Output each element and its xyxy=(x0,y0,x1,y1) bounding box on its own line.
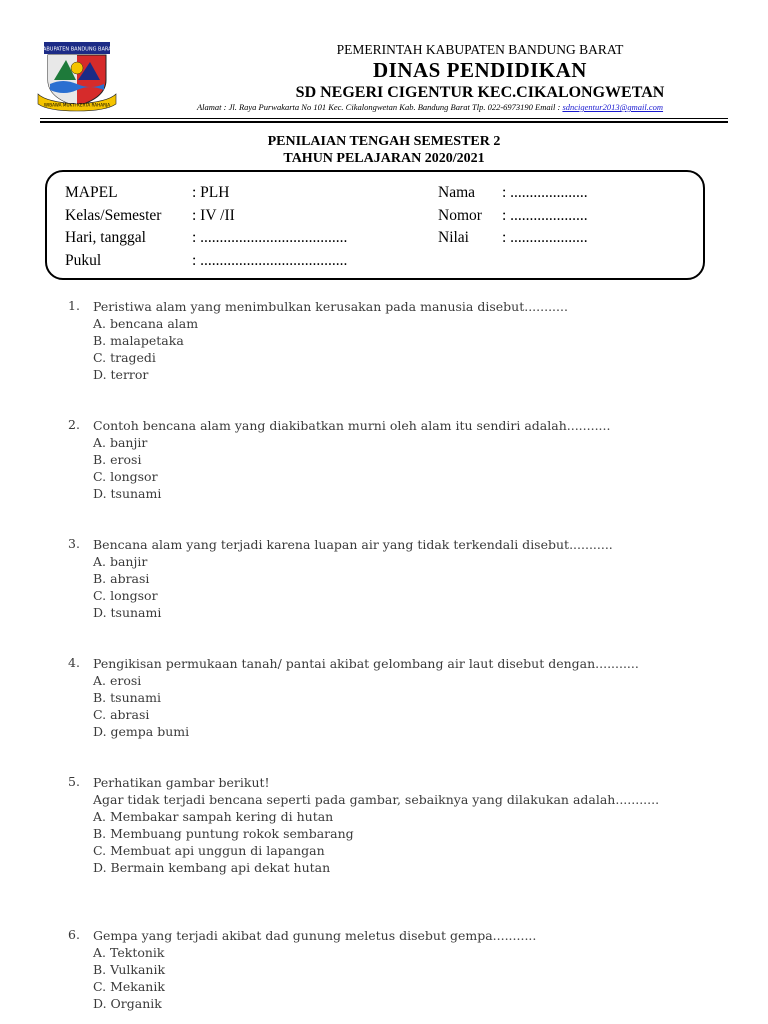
school-year: TAHUN PELAJARAN 2020/2021 xyxy=(283,151,485,166)
answer-option[interactable]: A. bencana alam xyxy=(93,316,199,331)
nomor-field[interactable]: : .................... xyxy=(502,207,588,224)
pukul-label: Pukul xyxy=(65,252,102,269)
question-text: Peristiwa alam yang menimbulkan kerusakan pada manusia disebut........... xyxy=(93,299,568,314)
exam-title: PENILAIAN TENGAH SEMESTER 2 xyxy=(267,134,501,149)
email-link[interactable]: sdncigentur2013@gmail.com xyxy=(562,102,664,112)
question-item xyxy=(68,927,748,1012)
school-address xyxy=(120,102,740,112)
address-text: Alamat : Jl. Raya Purwakarta No 101 Kec. Cikalongwetan Kab. Bandung Barat Tlp. 022-6973190 Email : xyxy=(196,102,563,112)
question-number: 3. xyxy=(68,536,80,551)
question-number: 2. xyxy=(68,417,80,432)
nilai-field[interactable]: : .................... xyxy=(502,229,588,246)
header-divider-thick xyxy=(40,121,728,123)
mapel-label: MAPEL xyxy=(65,184,118,201)
question-text: Perhatikan gambar berikut! xyxy=(93,775,270,790)
answer-option[interactable]: C. abrasi xyxy=(93,707,150,722)
svg-text:KABUPATEN BANDUNG BARAT: KABUPATEN BANDUNG BARAT xyxy=(39,46,115,53)
svg-text:WIBAWA MUKTI KERTA RAHARJA: WIBAWA MUKTI KERTA RAHARJA xyxy=(43,102,111,108)
answer-option[interactable]: B. erosi xyxy=(93,452,142,467)
answer-option[interactable]: C. longsor xyxy=(93,588,158,603)
regency-logo xyxy=(36,40,118,112)
answer-option[interactable]: A. erosi xyxy=(93,673,142,688)
answer-option[interactable]: B. Vulkanik xyxy=(93,962,166,977)
department-name: DINAS PENDIDIKAN xyxy=(373,58,587,82)
answer-option[interactable]: C. Membuat api unggun di lapangan xyxy=(93,843,325,858)
kelas-label: Kelas/Semester xyxy=(65,207,162,224)
question-item xyxy=(68,298,748,383)
school-name: SD NEGERI CIGENTUR KEC.CIKALONGWETAN xyxy=(295,84,665,101)
question-text: Pengikisan permukaan tanah/ pantai akibat gelombang air laut disebut dengan........... xyxy=(93,656,639,671)
answer-option[interactable]: D. tsunami xyxy=(93,486,162,501)
question-text: Bencana alam yang terjadi karena luapan air yang tidak terkendali disebut........... xyxy=(93,537,613,552)
question-item xyxy=(68,774,748,876)
student-info-box xyxy=(45,170,705,280)
question-item xyxy=(68,536,748,621)
answer-option[interactable]: D. terror xyxy=(93,367,149,382)
nama-field[interactable]: : .................... xyxy=(502,184,588,201)
hari-label: Hari, tanggal xyxy=(65,229,146,246)
answer-option[interactable]: B. tsunami xyxy=(93,690,161,705)
question-number: 1. xyxy=(68,298,80,313)
answer-option[interactable]: A. Membakar sampah kering di hutan xyxy=(93,809,334,824)
question-number: 6. xyxy=(68,927,80,942)
answer-option[interactable]: B. Membuang puntung rokok sembarang xyxy=(93,826,354,841)
answer-option[interactable]: A. Tektonik xyxy=(93,945,165,960)
answer-option[interactable]: D. Organik xyxy=(93,996,162,1011)
question-text: Gempa yang terjadi akibat dad gunung meletus disebut gempa........... xyxy=(93,928,537,943)
answer-option[interactable]: D. Bermain kembang api dekat hutan xyxy=(93,860,331,875)
header-divider xyxy=(40,118,728,119)
nomor-label: Nomor xyxy=(438,207,482,224)
answer-option[interactable]: C. tragedi xyxy=(93,350,156,365)
answer-option[interactable]: C. Mekanik xyxy=(93,979,165,994)
answer-option[interactable]: D. gempa bumi xyxy=(93,724,190,739)
mapel-value: : PLH xyxy=(192,184,230,201)
pukul-field[interactable]: : ...................................... xyxy=(192,252,348,269)
government-name: PEMERINTAH KABUPATEN BANDUNG BARAT xyxy=(336,42,624,57)
kelas-value: : IV /II xyxy=(192,207,235,224)
question-number: 5. xyxy=(68,774,80,789)
answer-option[interactable]: B. abrasi xyxy=(93,571,150,586)
question-item xyxy=(68,655,748,740)
answer-option[interactable]: A. banjir xyxy=(93,435,148,450)
nilai-label: Nilai xyxy=(438,229,469,246)
question-number: 4. xyxy=(68,655,80,670)
answer-option[interactable]: A. banjir xyxy=(93,554,148,569)
question-item xyxy=(68,417,748,502)
hari-field[interactable]: : ...................................... xyxy=(192,229,348,246)
letterhead xyxy=(0,0,768,125)
question-list xyxy=(68,298,748,1012)
answer-option[interactable]: D. tsunami xyxy=(93,605,162,620)
answer-option[interactable]: B. malapetaka xyxy=(93,333,184,348)
answer-option[interactable]: C. longsor xyxy=(93,469,158,484)
question-text: Contoh bencana alam yang diakibatkan murni oleh alam itu sendiri adalah........... xyxy=(93,418,611,433)
nama-label: Nama xyxy=(438,184,476,201)
question-text: Agar tidak terjadi bencana seperti pada gambar, sebaiknya yang dilakukan adalah........... xyxy=(93,792,660,807)
